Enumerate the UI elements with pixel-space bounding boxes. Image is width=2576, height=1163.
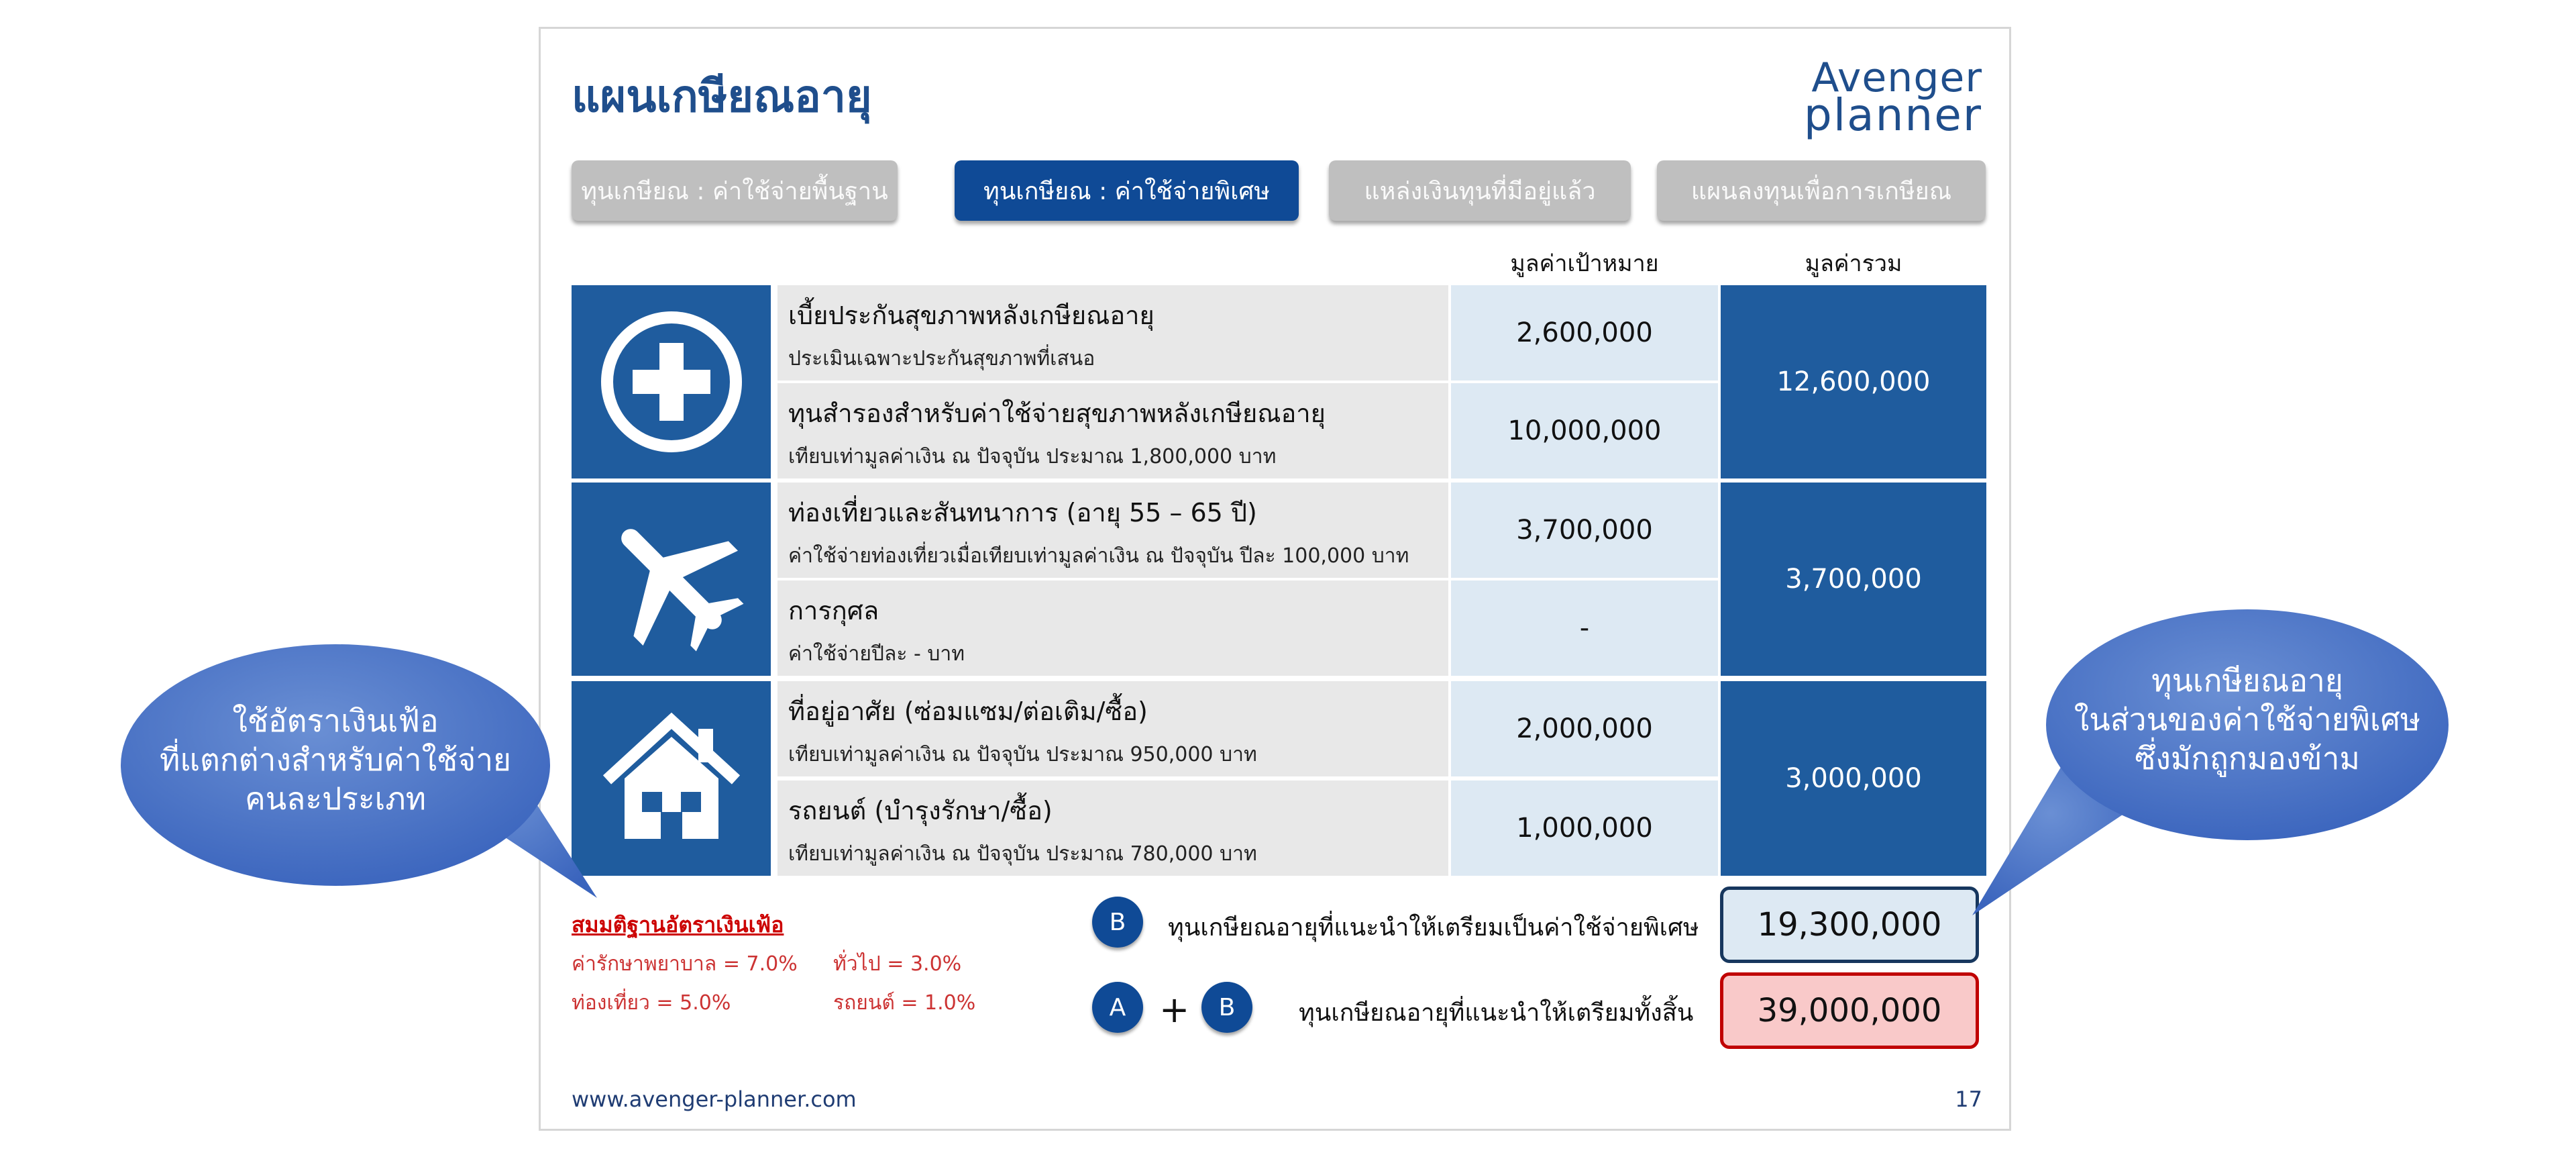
assumption-car: รถยนต์ = 1.0% (833, 991, 976, 1015)
item-housing (777, 681, 1448, 776)
callout-right-line2: ในส่วนของค่าใช้จ่ายพิเศษ (2074, 701, 2421, 738)
item-value: 3,700,000 (1451, 483, 1718, 578)
summary-b-value-box (1720, 887, 1979, 963)
item-value: 1,000,000 (1451, 780, 1718, 876)
item-subtitle: ค่าใช้จ่ายปีละ - บาท (788, 642, 965, 666)
callout-left-text (121, 701, 550, 818)
item-title: ทุนสำรองสำหรับค่าใช้จ่ายสุขภาพหลังเกษียณอายุ (788, 399, 1326, 428)
item-car (777, 780, 1448, 876)
item-value: - (1451, 580, 1718, 676)
item-health-insurance (777, 285, 1448, 381)
tab-existing-funds[interactable] (1329, 160, 1631, 221)
page-title: แผนเกษียณอายุ (572, 70, 872, 122)
callout-right-line1: ทุนเกษียณอายุ (2151, 662, 2343, 699)
item-value: 2,600,000 (1451, 285, 1718, 381)
item-subtitle: เทียบเท่ามูลค่าเงิน ณ ปัจจุบัน ประมาณ 1,800,000 บาท (788, 445, 1277, 468)
logo-line1: Avenger (1811, 54, 1982, 101)
callout-left-line2: ที่แตกต่างสำหรับค่าใช้จ่าย (159, 742, 511, 778)
badge-b-second: B (1201, 982, 1252, 1033)
item-value: 10,000,000 (1451, 383, 1718, 478)
summary-ab-value: 39,000,000 (1757, 992, 1942, 1029)
callout-left-line3: คนละประเภท (244, 780, 427, 817)
assumption-medical: ค่ารักษาพยาบาล = 7.0% (572, 952, 798, 976)
callout-right-line3: ซึ่งมักถูกมองข้าม (2135, 740, 2360, 776)
item-title: ที่อยู่อาศัย (ซ่อมแซม/ต่อเติม/ซื้อ) (788, 697, 1148, 726)
summary-ab-value-box (1720, 972, 1979, 1049)
item-subtitle: ประเมินเฉพาะประกันสุขภาพที่เสนอ (788, 347, 1095, 370)
tab-label: ทุนเกษียณ : ค่าใช้จ่ายพิเศษ (983, 177, 1270, 205)
assumption-general: ทั่วไป = 3.0% (833, 952, 962, 976)
group-health-icon-box (572, 285, 771, 478)
summary-ab-label: ทุนเกษียณอายุที่แนะนำให้เตรียมทั้งสิ้น (1299, 999, 1694, 1027)
item-subtitle: ค่าใช้จ่ายท่องเที่ยวเมื่อเทียบเท่ามูลค่าเงิน ณ ปัจจุบัน ปีละ 100,000 บาท (788, 544, 1409, 568)
plus-sign: + (1159, 989, 1190, 1031)
item-title: เบี้ยประกันสุขภาพหลังเกษียณอายุ (788, 301, 1155, 330)
item-health-reserve (777, 383, 1448, 478)
page-number: 17 (1955, 1086, 1982, 1112)
airplane-icon (598, 505, 745, 653)
item-charity (777, 580, 1448, 676)
footer-url[interactable]: www.avenger-planner.com (572, 1086, 857, 1112)
group-total: 3,000,000 (1721, 681, 1986, 876)
item-title: การกุศล (788, 596, 879, 625)
item-travel (777, 483, 1448, 578)
summary-b-value: 19,300,000 (1757, 906, 1942, 944)
tab-label: ทุนเกษียณ : ค่าใช้จ่ายพื้นฐาน (581, 177, 888, 205)
assumptions-title: สมมติฐานอัตราเงินเฟ้อ (572, 912, 784, 938)
assumption-travel: ท่องเที่ยว = 5.0% (572, 991, 731, 1015)
logo-line2: planner (1803, 89, 1982, 141)
callout-right-text (2046, 661, 2449, 778)
medical-cross-icon (598, 308, 745, 456)
item-title: ท่องเที่ยวและสันทนาการ (อายุ 55 – 65 ปี) (788, 498, 1257, 527)
column-header-total: มูลค่ารวม (1805, 250, 1902, 277)
slide (539, 27, 2011, 1131)
group-total: 12,600,000 (1721, 285, 1986, 478)
item-title: รถยนต์ (บำรุงรักษา/ซื้อ) (788, 796, 1053, 825)
tab-basic-expense[interactable] (572, 160, 898, 221)
column-header-target: มูลค่าเป้าหมาย (1510, 250, 1659, 277)
summary-b-label: ทุนเกษียณอายุที่แนะนำให้เตรียมเป็นค่าใช้จ่ายพิเศษ (1168, 914, 1699, 942)
tab-special-expense[interactable] (955, 160, 1299, 221)
callout-left-line1: ใช้อัตราเงินเฟ้อ (232, 703, 439, 739)
tab-label: แผนลงทุนเพื่อการเกษียณ (1690, 177, 1952, 205)
tab-label: แหล่งเงินทุนที่มีอยู่แล้ว (1364, 177, 1596, 205)
item-value: 2,000,000 (1451, 681, 1718, 776)
item-subtitle: เทียบเท่ามูลค่าเงิน ณ ปัจจุบัน ประมาณ 780,000 บาท (788, 842, 1257, 866)
group-total: 3,700,000 (1721, 483, 1986, 676)
item-subtitle: เทียบเท่ามูลค่าเงิน ณ ปัจจุบัน ประมาณ 950,000 บาท (788, 743, 1257, 766)
badge-b: B (1092, 897, 1143, 948)
badge-a: A (1092, 982, 1143, 1033)
tab-investment-plan[interactable] (1657, 160, 1986, 221)
logo (1774, 54, 1982, 141)
